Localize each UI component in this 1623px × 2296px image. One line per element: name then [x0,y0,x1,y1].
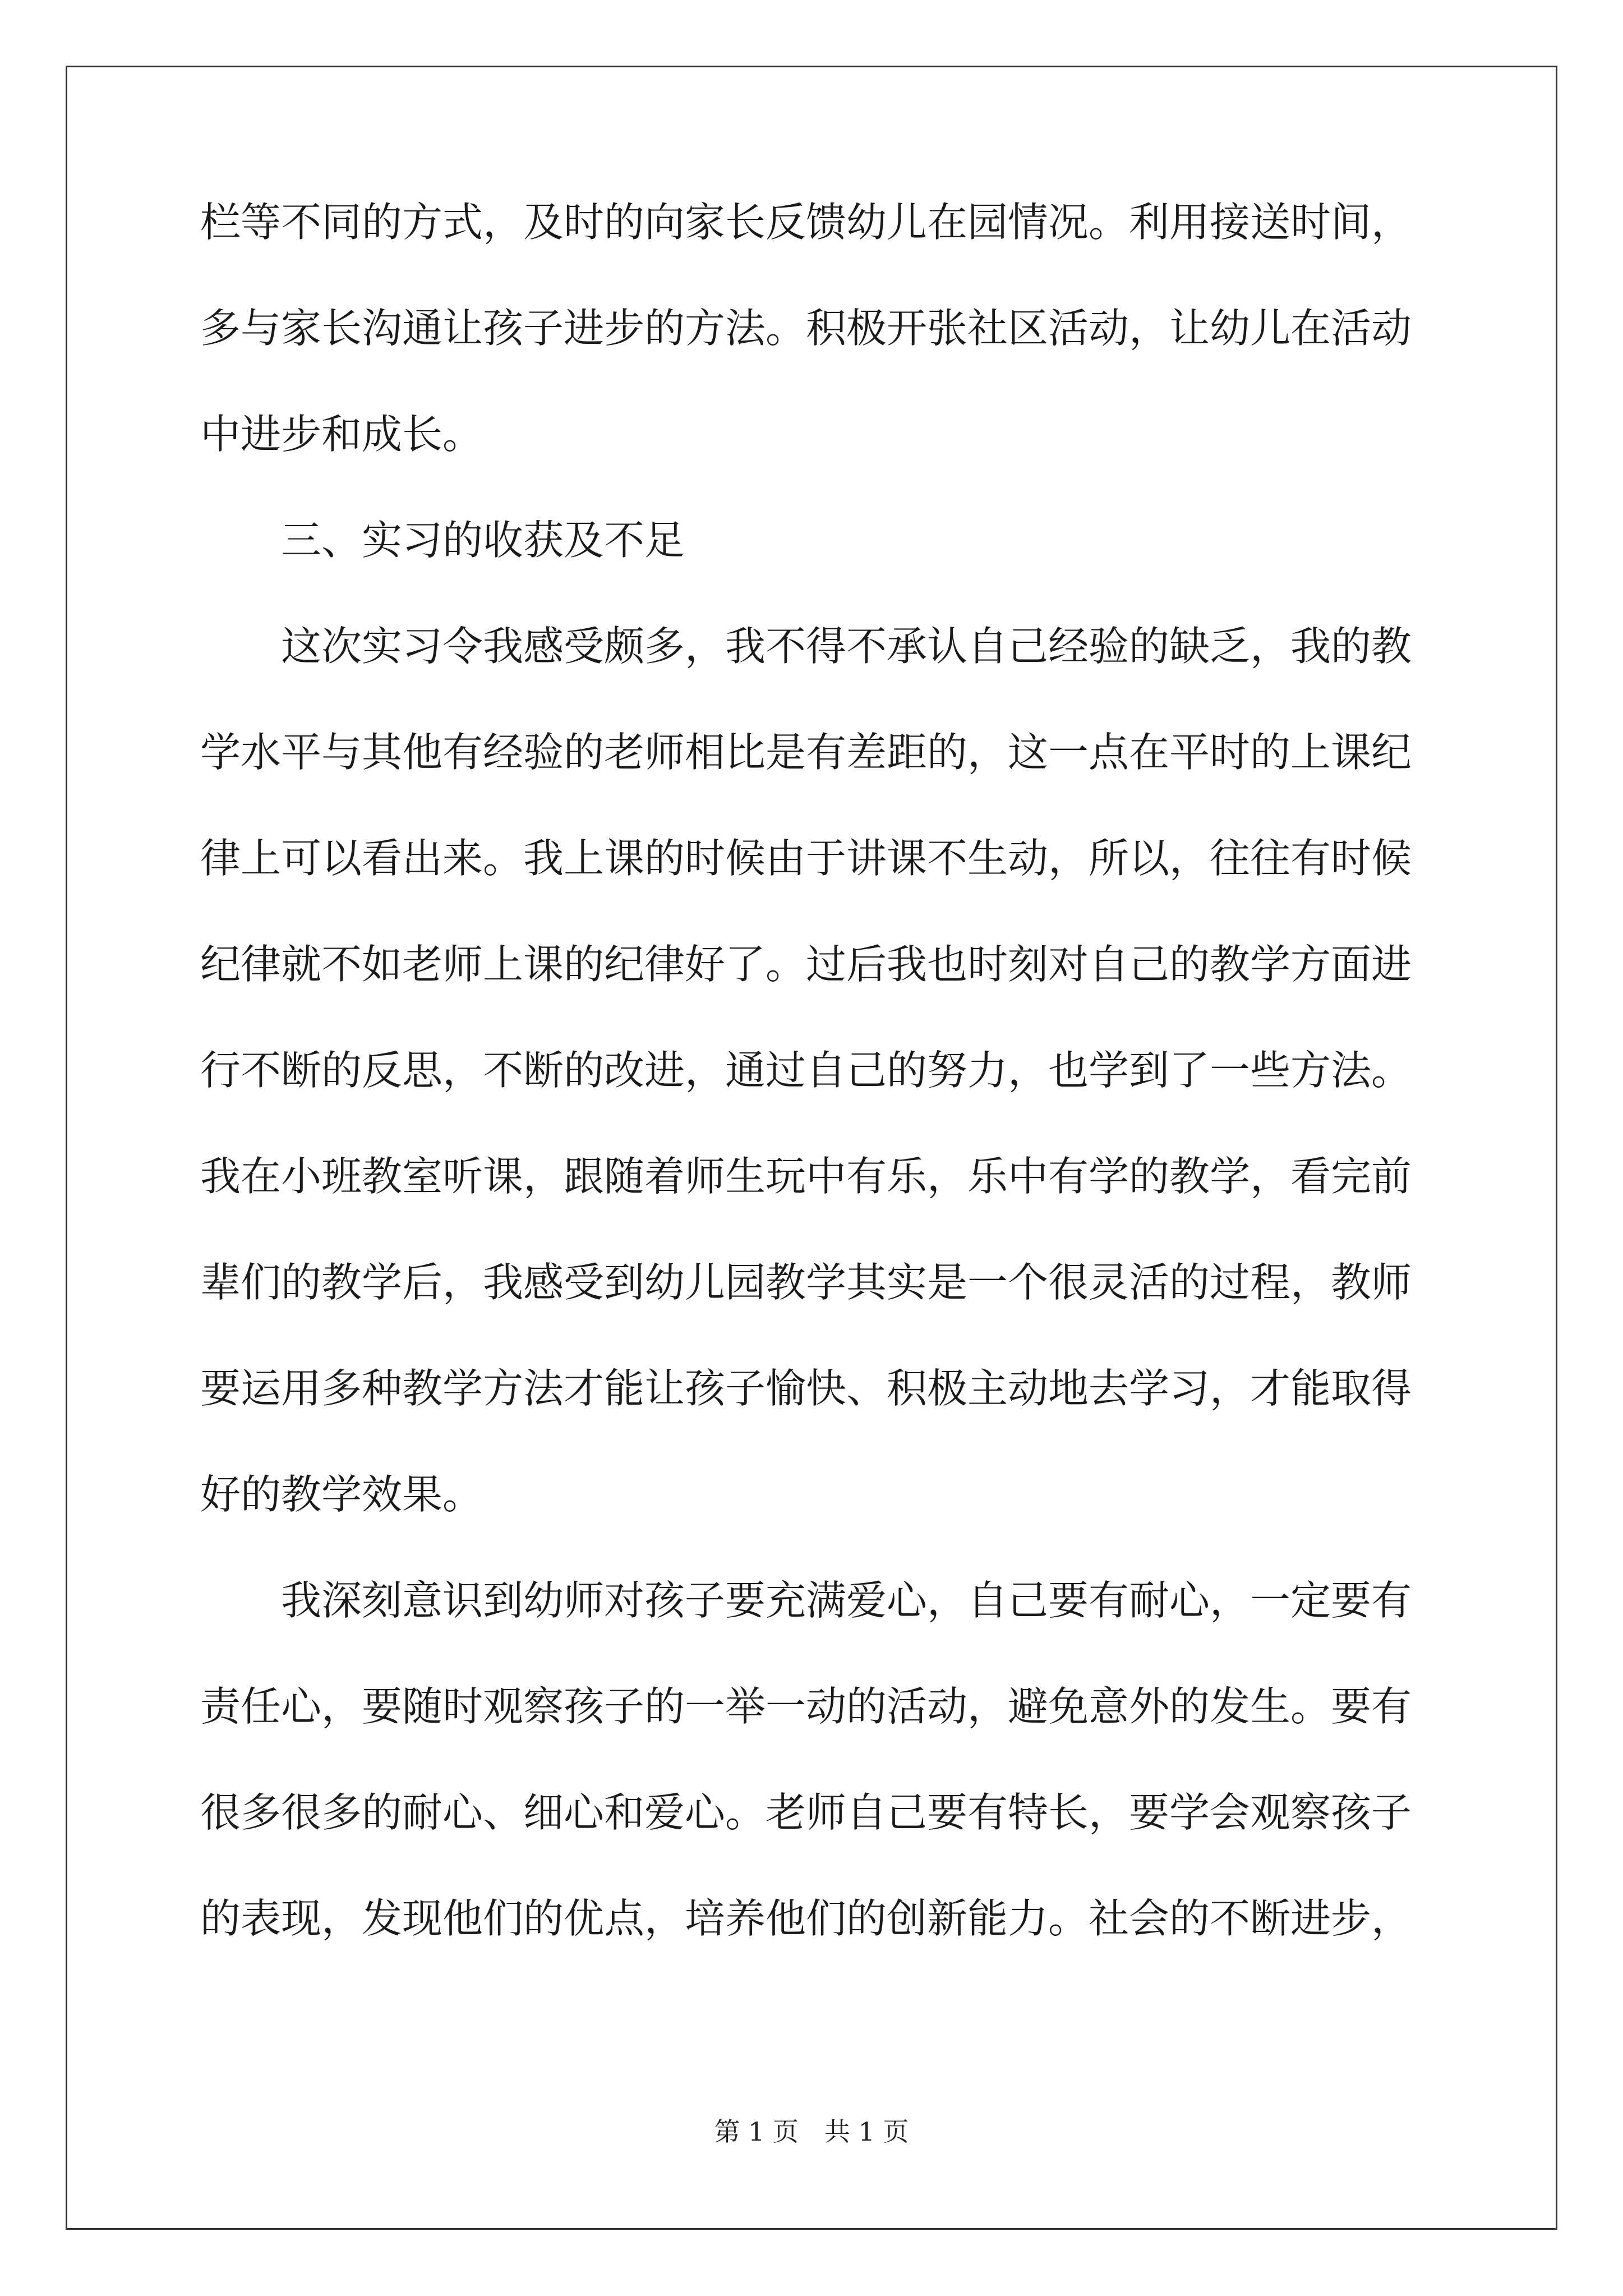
text-line: 好的教学效果。 [200,1471,483,1518]
text-line: 律上可以看出来。我上课的时候由于讲课不生动，所以，往往有时候 [200,835,1412,882]
text-line: 行不断的反思，不断的改进，通过自己的努力，也学到了一些方法。 [200,1047,1412,1094]
text-line: 多与家长沟通让孩子进步的方法。积极开张社区活动，让幼儿在活动 [200,305,1412,352]
text-line: 很多很多的耐心、细心和爱心。老师自己要有特长，要学会观察孩子 [200,1789,1412,1836]
text-line: 中进步和成长。 [200,411,483,458]
text-line: 的表现，发现他们的优点，培养他们的创新能力。社会的不断进步， [200,1895,1412,1942]
text-line: 我深刻意识到幼师对孩子要充满爱心，自己要有耐心，一定要有 [281,1577,1412,1624]
text-line: 栏等不同的方式，及时的向家长反馈幼儿在园情况。利用接送时间， [200,199,1412,246]
page-footer: 第 1 页 共 1 页 [714,2116,909,2147]
section-heading: 三、实习的收获及不足 [281,517,685,564]
text-line: 这次实习令我感受颇多，我不得不承认自己经验的缺乏，我的教 [281,623,1412,670]
text-line: 要运用多种教学方法才能让孩子愉快、积极主动地去学习，才能取得 [200,1365,1412,1412]
text-line: 学水平与其他有经验的老师相比是有差距的，这一点在平时的上课纪 [200,729,1412,776]
text-line: 辈们的教学后，我感受到幼儿园教学其实是一个很灵活的过程，教师 [200,1259,1412,1306]
text-line: 责任心，要随时观察孩子的一举一动的活动，避免意外的发生。要有 [200,1683,1412,1730]
text-line: 纪律就不如老师上课的纪律好了。过后我也时刻对自己的教学方面进 [200,941,1412,988]
text-line: 我在小班教室听课，跟随着师生玩中有乐，乐中有学的教学，看完前 [200,1153,1412,1200]
